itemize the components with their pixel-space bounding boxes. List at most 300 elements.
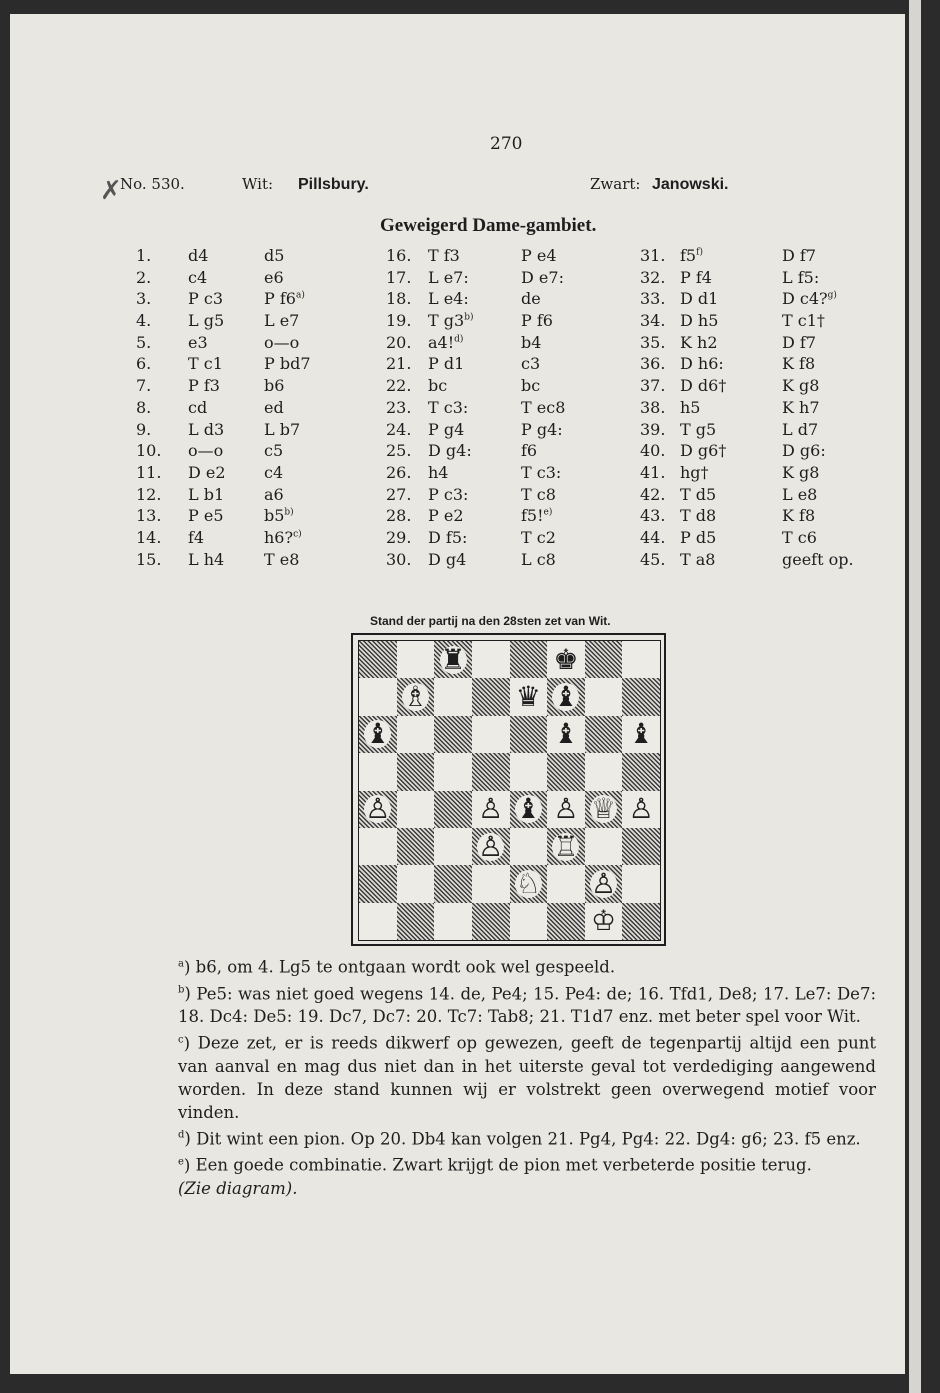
move-row	[386, 376, 586, 398]
board-square	[434, 753, 472, 790]
move-number: 16.	[386, 246, 412, 265]
white-move: h5	[680, 397, 701, 417]
board-square	[585, 641, 623, 678]
move-number: 12.	[136, 484, 162, 504]
black-move: K g8	[782, 462, 820, 482]
move-row	[640, 485, 870, 507]
move-row	[136, 268, 346, 290]
black-move: ed	[264, 397, 284, 417]
move-row	[386, 311, 586, 333]
chess-piece-icon: ♕	[591, 792, 617, 826]
white-move: D g4	[428, 549, 467, 569]
chess-piece-icon: ♙	[553, 792, 579, 826]
footnote-text: Deze zet, er is reeds dikwerf op gewezen, geeft de tegenpartij altijd een punt van aanval en mag dus niet dan in het uiterste geval tot verdediging aangewend worden. In deze stand kunnen wij er volstrekt geen overwegend motief voor vinden.	[178, 1033, 876, 1122]
board-square	[359, 865, 397, 902]
board-square	[472, 865, 510, 902]
white-move: P f3	[188, 376, 220, 396]
move-row	[386, 485, 586, 507]
black-move: b6	[264, 376, 285, 396]
board-square	[622, 641, 660, 678]
move-number: 39.	[640, 419, 666, 439]
board-square	[434, 903, 472, 940]
chess-piece-icon: ♝	[515, 792, 541, 826]
move-number: 18.	[386, 289, 412, 309]
black-move: geeft op.	[782, 549, 854, 569]
black-move: L d7	[782, 419, 819, 439]
black-move: L b7	[264, 419, 301, 439]
board-square	[434, 678, 472, 715]
move-number: 13.	[136, 506, 162, 526]
move-number: 43.	[640, 506, 666, 526]
board-square	[547, 791, 585, 828]
move-row	[640, 376, 870, 398]
board-square	[622, 678, 660, 715]
move-row	[136, 506, 346, 528]
white-move: D d6†	[680, 376, 727, 396]
black-move: T c2	[521, 527, 556, 547]
move-row	[640, 463, 870, 485]
black-label: Zwart:	[590, 175, 641, 193]
chess-piece-icon: ♙	[478, 792, 504, 826]
white-move: L b1	[188, 484, 225, 504]
chess-piece-icon: ♙	[365, 792, 391, 826]
board-square	[397, 865, 435, 902]
move-number: 17.	[386, 267, 412, 287]
move-number: 3.	[136, 289, 152, 309]
move-number: 44.	[640, 527, 666, 547]
black-move: K h7	[782, 397, 820, 417]
move-number: 42.	[640, 484, 666, 504]
chess-piece-icon: ♖	[553, 829, 579, 863]
board-square	[434, 828, 472, 865]
move-row	[386, 333, 586, 355]
chess-piece-icon: ♝	[553, 717, 579, 751]
white-move: D h5	[680, 311, 719, 331]
move-number: 33.	[640, 289, 666, 309]
move-number: 6.	[136, 354, 152, 374]
white-move: D e2	[188, 462, 226, 482]
board-square	[434, 641, 472, 678]
move-row	[386, 550, 586, 572]
move-number: 14.	[136, 527, 162, 547]
white-move: P e5	[188, 506, 224, 526]
footnote	[156, 1150, 876, 1200]
white-move: K h2	[680, 332, 718, 352]
black-move: T e8	[264, 549, 300, 569]
move-number: 27.	[386, 484, 412, 504]
white-move: e3	[188, 332, 208, 352]
board-square	[359, 791, 397, 828]
move-number: 28.	[386, 506, 412, 526]
chess-piece-icon: ♜	[440, 642, 466, 676]
move-number: 21.	[386, 354, 412, 374]
white-move: h4	[428, 462, 449, 482]
board-square	[359, 828, 397, 865]
board-square	[434, 865, 472, 902]
move-row	[386, 398, 586, 420]
white-move: T d5	[680, 484, 717, 504]
board-square	[359, 678, 397, 715]
move-row	[640, 354, 870, 376]
chess-piece-icon: ♚	[553, 642, 579, 676]
white-move: P c3:	[428, 484, 469, 504]
chess-piece-icon: ♙	[478, 829, 504, 863]
note-ref: b)	[284, 507, 294, 518]
board-square	[510, 865, 548, 902]
move-number: 24.	[386, 419, 412, 439]
move-row	[136, 398, 346, 420]
chess-piece-icon: ♗	[402, 680, 428, 714]
board-square	[397, 753, 435, 790]
note-ref: d)	[454, 334, 464, 345]
move-number: 38.	[640, 397, 666, 417]
move-row	[640, 268, 870, 290]
white-move: cd	[188, 397, 208, 417]
page-number: 270	[490, 134, 523, 154]
white-label: Wit:	[242, 175, 274, 193]
note-ref: e)	[543, 507, 553, 518]
board-square	[622, 828, 660, 865]
move-number: 2.	[136, 267, 152, 287]
chess-piece-icon: ♘	[515, 866, 541, 900]
board-square	[359, 716, 397, 753]
black-move: P g4:	[521, 419, 563, 439]
board-square	[547, 753, 585, 790]
move-row	[640, 528, 870, 550]
move-number: 32.	[640, 267, 666, 287]
moves-column-1	[136, 246, 346, 571]
game-number: No. 530.	[120, 175, 185, 193]
white-move: T g3$^{b)}$	[428, 311, 474, 331]
white-move: d4	[188, 246, 209, 265]
board-square	[472, 641, 510, 678]
black-move: D f7	[782, 332, 817, 352]
board-square	[359, 753, 397, 790]
chess-piece-icon: ♙	[628, 792, 654, 826]
white-move: P f4	[680, 267, 712, 287]
white-move: P d5	[680, 527, 717, 547]
book-page	[10, 14, 905, 1374]
move-number: 31.	[640, 246, 666, 265]
board-square	[547, 716, 585, 753]
white-move: P d1	[428, 354, 465, 374]
board-square	[510, 791, 548, 828]
footnote-mark: $^b$)	[178, 984, 197, 1003]
white-move: P e2	[428, 506, 464, 526]
move-number: 29.	[386, 527, 412, 547]
white-move: P c3	[188, 289, 223, 309]
board-square	[510, 641, 548, 678]
footnote	[156, 1124, 876, 1151]
board-square	[622, 865, 660, 902]
move-row	[386, 441, 586, 463]
footnote-text: b6, om 4. Lg5 te ontgaan wordt ook wel gespeeld.	[195, 957, 616, 977]
black-move: K g8	[782, 376, 820, 396]
footnote	[156, 952, 876, 979]
move-number: 5.	[136, 332, 152, 352]
move-row	[136, 463, 346, 485]
white-move: L g5	[188, 311, 225, 331]
board-square	[434, 716, 472, 753]
board-square	[434, 791, 472, 828]
black-move: c5	[264, 441, 284, 461]
board-square	[547, 828, 585, 865]
chess-piece-icon: ♝	[628, 717, 654, 751]
black-move: c3	[521, 354, 541, 374]
black-move: a6	[264, 484, 284, 504]
board-square	[510, 678, 548, 715]
footnote-mark: $^d$)	[178, 1129, 197, 1148]
note-ref: b)	[464, 312, 474, 323]
move-row	[386, 528, 586, 550]
footnote-mark: $^c$)	[178, 1033, 198, 1053]
board-square	[397, 828, 435, 865]
white-move: T a8	[680, 549, 716, 569]
white-move: P g4	[428, 419, 465, 439]
adjacent-page-edge	[905, 0, 940, 1393]
move-row	[136, 420, 346, 442]
white-move: T c1	[188, 354, 223, 374]
move-row	[640, 506, 870, 528]
board-square	[472, 678, 510, 715]
move-row	[136, 441, 346, 463]
black-move: f5!$^{e)}$	[521, 506, 553, 526]
white-move: L e4:	[428, 289, 469, 309]
black-move: b5$^{b)}$	[264, 506, 294, 526]
footnotes	[156, 952, 876, 1200]
board-square	[472, 716, 510, 753]
move-number: 36.	[640, 354, 666, 374]
board-square	[510, 828, 548, 865]
board-square	[585, 791, 623, 828]
black-move: f6	[521, 441, 538, 461]
move-number: 45.	[640, 549, 666, 569]
white-move: hg†	[680, 462, 709, 482]
board-square	[510, 716, 548, 753]
black-move: T c1†	[782, 311, 825, 331]
black-move: L e7	[264, 311, 300, 331]
move-number: 7.	[136, 376, 152, 396]
move-row	[640, 420, 870, 442]
white-move: T c3:	[428, 397, 469, 417]
move-number: 41.	[640, 462, 666, 482]
diagram-caption: Stand der partij na den 28sten zet van Wit.	[370, 614, 611, 628]
note-ref: a)	[295, 291, 305, 302]
move-number: 37.	[640, 376, 666, 396]
black-move: T c8	[521, 484, 556, 504]
board-square	[472, 903, 510, 940]
move-number: 15.	[136, 549, 162, 569]
white-move: o—o	[188, 441, 224, 461]
move-number: 40.	[640, 441, 666, 461]
board-square	[547, 903, 585, 940]
move-row	[640, 246, 870, 268]
board-square	[622, 716, 660, 753]
white-move: c4	[188, 267, 208, 287]
black-move: P f6	[521, 311, 553, 331]
black-move: de	[521, 289, 541, 309]
chess-piece-icon: ♝	[553, 680, 579, 714]
move-row	[640, 550, 870, 572]
black-move: e6	[264, 267, 284, 287]
move-row	[136, 485, 346, 507]
board-square	[472, 753, 510, 790]
board-square	[472, 828, 510, 865]
black-move: L c8	[521, 549, 556, 569]
move-row	[386, 420, 586, 442]
board-square	[585, 903, 623, 940]
board-square	[397, 716, 435, 753]
move-number: 11.	[136, 462, 162, 482]
move-number: 19.	[386, 311, 412, 331]
move-row	[136, 246, 346, 268]
board-square	[585, 716, 623, 753]
move-row	[640, 441, 870, 463]
move-row	[640, 333, 870, 355]
black-move: K f8	[782, 354, 816, 374]
board-square	[585, 828, 623, 865]
board-square	[397, 903, 435, 940]
move-number: 10.	[136, 441, 162, 461]
black-move: T c6	[782, 527, 817, 547]
move-row	[136, 376, 346, 398]
black-move: K f8	[782, 506, 816, 526]
white-move: D g4:	[428, 441, 472, 461]
board-square	[510, 903, 548, 940]
move-row	[136, 528, 346, 550]
footnote-text: Dit wint een pion. Op 20. Db4 kan volgen 21. Pg4, Pg4: 22. Dg4: g6; 23. f5 enz.	[196, 1129, 861, 1148]
black-move: T ec8	[521, 397, 566, 417]
black-move: d5	[264, 246, 285, 265]
note-ref: g)	[827, 291, 837, 302]
chess-piece-icon: ♔	[591, 904, 617, 938]
black-move: P f6$^{a)}$	[264, 289, 305, 309]
board-square	[397, 641, 435, 678]
move-number: 1.	[136, 246, 152, 265]
black-move: D c4?$^{g)}$	[782, 289, 837, 309]
black-move: D g6:	[782, 441, 826, 461]
move-number: 30.	[386, 549, 412, 569]
move-row	[386, 289, 586, 311]
opening-title: Geweigerd Dame-gambiet.	[380, 215, 597, 236]
footnote-mark: $^a$)	[178, 957, 196, 977]
move-number: 8.	[136, 397, 152, 417]
board-square	[472, 791, 510, 828]
footnote	[156, 1028, 876, 1124]
move-row	[136, 333, 346, 355]
move-row	[386, 506, 586, 528]
footnote-text: Een goede combinatie. Zwart krijgt de pion met verbeterde positie terug.	[195, 1155, 812, 1175]
board-square	[510, 753, 548, 790]
move-row	[136, 550, 346, 572]
chess-piece-icon: ♝	[365, 717, 391, 751]
board-square	[359, 641, 397, 678]
board-square	[397, 678, 435, 715]
move-number: 26.	[386, 462, 412, 482]
move-number: 34.	[640, 311, 666, 331]
move-row	[386, 463, 586, 485]
moves-column-3	[640, 246, 870, 571]
footnote-text: Pe5: was niet goed wegens 14. de, Pe4; 15. Pe4: de; 16. Tfd1, De8; 17. Le7: De7: 18. Dc4: De5: 19. Dc7, Dc7: 20. Tc7: Tab8; 21. T1d7 enz. met beter spel voor Wit.	[178, 984, 877, 1026]
black-move: o—o	[264, 332, 300, 352]
white-player: Pillsbury.	[298, 176, 369, 193]
chess-piece-icon: ♙	[591, 866, 617, 900]
move-row	[640, 289, 870, 311]
board-square	[622, 791, 660, 828]
black-player: Janowski.	[652, 176, 729, 193]
black-move: b4	[521, 332, 542, 352]
note-ref: f)	[696, 247, 703, 258]
board-square	[547, 865, 585, 902]
move-number: 25.	[386, 441, 412, 461]
board-square	[585, 865, 623, 902]
chess-diagram	[351, 633, 666, 946]
black-move: D e7:	[521, 267, 564, 287]
white-move: T d8	[680, 506, 717, 526]
white-move: a4!$^{d)}$	[428, 332, 464, 352]
white-move: D h6:	[680, 354, 724, 374]
move-row	[386, 246, 586, 268]
white-move: L h4	[188, 549, 225, 569]
move-number: 23.	[386, 397, 412, 417]
white-move: D g6†	[680, 441, 727, 461]
white-move: f5$^{f)}$	[680, 246, 703, 265]
chess-piece-icon: ♛	[515, 680, 541, 714]
footnote-mark: $^e$)	[178, 1155, 196, 1175]
board-square	[547, 641, 585, 678]
move-row	[136, 354, 346, 376]
white-move: T g5	[680, 419, 717, 439]
white-move: L d3	[188, 419, 225, 439]
move-number: 22.	[386, 376, 412, 396]
move-row	[640, 398, 870, 420]
black-move: h6?$^{c)}$	[264, 527, 302, 547]
white-move: bc	[428, 376, 448, 396]
board-square	[585, 753, 623, 790]
move-number: 4.	[136, 311, 152, 331]
move-number: 9.	[136, 419, 152, 439]
move-row	[136, 311, 346, 333]
move-row	[386, 268, 586, 290]
footnote	[156, 979, 876, 1029]
move-number: 20.	[386, 332, 412, 352]
black-move: P bd7	[264, 354, 311, 374]
move-row	[640, 311, 870, 333]
board-square	[585, 678, 623, 715]
board-square	[397, 791, 435, 828]
white-move: L e7:	[428, 267, 469, 287]
white-move: D d1	[680, 289, 719, 309]
move-number: 35.	[640, 332, 666, 352]
black-move: bc	[521, 376, 541, 396]
black-move: L f5:	[782, 267, 820, 287]
board-square	[547, 678, 585, 715]
white-move: f4	[188, 527, 205, 547]
white-move: T f3	[428, 246, 460, 265]
margin-mark: ✗	[100, 176, 122, 206]
note-ref: c)	[293, 529, 302, 540]
black-move: D f7	[782, 246, 817, 265]
black-move: c4	[264, 462, 284, 482]
moves-column-2	[386, 246, 586, 571]
move-row	[386, 354, 586, 376]
move-row	[136, 289, 346, 311]
white-move: D f5:	[428, 527, 468, 547]
black-move: T c3:	[521, 462, 562, 482]
black-move: L e8	[782, 484, 818, 504]
board-square	[622, 753, 660, 790]
board-square	[622, 903, 660, 940]
